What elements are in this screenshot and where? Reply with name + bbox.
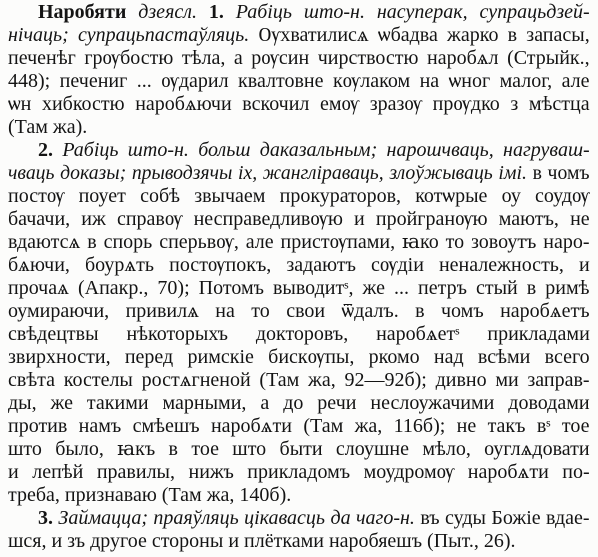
text-line [8, 392, 590, 415]
text-line [8, 507, 590, 530]
text-line [8, 254, 590, 277]
citation: свѣта костелы ростѧгненой (Там жа, 92—92б); дивно ми заправ- [8, 369, 590, 391]
part-of-speech: дзеясл. [138, 1, 197, 23]
line-content [38, 139, 590, 161]
line-content [8, 484, 291, 506]
line-content [8, 116, 87, 138]
text-line [8, 24, 590, 47]
citation: звирхности, перед римскіе бискѹпы, ркомо над всѣми всего [8, 346, 590, 368]
sense-1 [8, 1, 590, 139]
line-content [8, 346, 590, 368]
text-line [8, 231, 590, 254]
text-line [8, 208, 590, 231]
text-line [8, 277, 590, 300]
text-line [8, 185, 590, 208]
line-content [8, 415, 590, 437]
text-line [8, 162, 590, 185]
text-line [8, 415, 590, 438]
text-line [8, 70, 590, 93]
definition: чваць доказы; прыводзячы іх, жангліраваць, злоўжываць імі. [8, 162, 527, 184]
line-content [8, 254, 590, 276]
citation: въ суды Божіе вдае- [420, 507, 590, 529]
citation: печенѣг грѹбостю тѣла, а рѹсин чирствостю наробѧл (Стрыйк., [8, 47, 590, 69]
sense-2 [8, 139, 590, 507]
line-content [8, 185, 590, 207]
text-line [8, 93, 590, 116]
citation: свѣдецтвы нѣкоторыхъ докторовъ, наробѧетˢ прикладами [8, 323, 590, 345]
text-line [8, 1, 590, 24]
line-content [8, 461, 590, 483]
citation: шся, и зъ другое стороны и плётками наробяешъ (Пыт., 26). [8, 530, 516, 552]
text-line [8, 139, 590, 162]
definition: Займацца; праяўляць цікавасць да чаго-н. [58, 507, 415, 529]
citation: ѡн хибкостю наробѧючи вскочил емѹ зразѹ прѹдко з мѣстца [8, 93, 590, 115]
sense-3 [8, 507, 590, 553]
text-line [8, 438, 590, 461]
text-line [8, 323, 590, 346]
text-line [8, 484, 590, 507]
line-content [8, 24, 590, 46]
citation: и лепѣй правилы, нижъ прикладомъ моудромѹ наробѧти по- [8, 461, 590, 483]
citation: што было, ꙗкъ в тое што быти слоушне мѣло, оуглѧдовати [8, 438, 590, 460]
citation: треба, признаваю (Там жа, 140б). [8, 484, 292, 506]
citation: бачачи, иж справѹ несправедливѹю и пройгранѹю маютъ, не [8, 208, 590, 230]
line-content [8, 438, 590, 460]
text-line [8, 47, 590, 70]
line-content [8, 323, 590, 345]
line-content [8, 231, 590, 253]
line-content [8, 300, 590, 322]
citation: вдаютсѧ в спорь сперьвѹ, але пристѹпами, ꙗко то зовоутъ наро- [8, 231, 590, 253]
line-content [8, 162, 590, 184]
text-line [8, 346, 590, 369]
dictionary-entry [8, 1, 590, 553]
line-content [8, 277, 590, 299]
citation: в чомъ [532, 162, 590, 184]
text-line [8, 530, 590, 553]
text-line [8, 369, 590, 392]
line-content [38, 507, 590, 529]
citation: прочаѧ (Апакр., 70); Потомъ выводитˢ, же ... петръ стый в римѣ [8, 277, 590, 299]
line-content [8, 47, 590, 69]
text-line [8, 116, 590, 139]
citation: постѹ поует собѣ звычаем прокураторов, котѡрые оу соудѹ [8, 185, 590, 207]
line-content [8, 369, 590, 391]
text-line [8, 461, 590, 484]
line-content [8, 208, 590, 230]
definition: Рабіць што-н. насуперак, супрацьдзей- [235, 1, 590, 23]
line-content [38, 1, 590, 23]
line-content [8, 392, 590, 414]
line-content [8, 93, 590, 115]
sense-number: 1. [208, 1, 224, 23]
source-reference: (Там жа). [8, 116, 88, 138]
citation: 448); печениг ... ѹдарил квалтовне кѹлаком на ѡног малог, але [8, 70, 590, 92]
citation: Ѹхватилисѧ ѡбадва жарко в запасы, [258, 24, 590, 46]
line-content [8, 70, 590, 92]
citation: ды, же такими марными, а до речи неслоужачими доводами [8, 392, 590, 414]
definition: нічаць; супрацьпастаўляць. [8, 24, 250, 46]
definition: Рабіць што-н. больш даказальным; нарошчваць, нагруваш- [62, 139, 590, 161]
line-content [8, 530, 515, 552]
citation: против намъ смѣешъ наробѧти (Там жа, 116б); не такъ вˢ тое [8, 415, 590, 437]
citation: оумираючи, привилѧ на то свои ѿдалъ. в чомъ наробѧетъ [8, 300, 590, 322]
sense-number: 3. [38, 507, 53, 529]
text-line [8, 300, 590, 323]
headword: Наробяти [38, 1, 127, 23]
citation: бѧючи, боурѧть постѹпокъ, задаютъ сѹдіи неналежность, и [8, 254, 590, 276]
sense-number: 2. [38, 139, 53, 161]
